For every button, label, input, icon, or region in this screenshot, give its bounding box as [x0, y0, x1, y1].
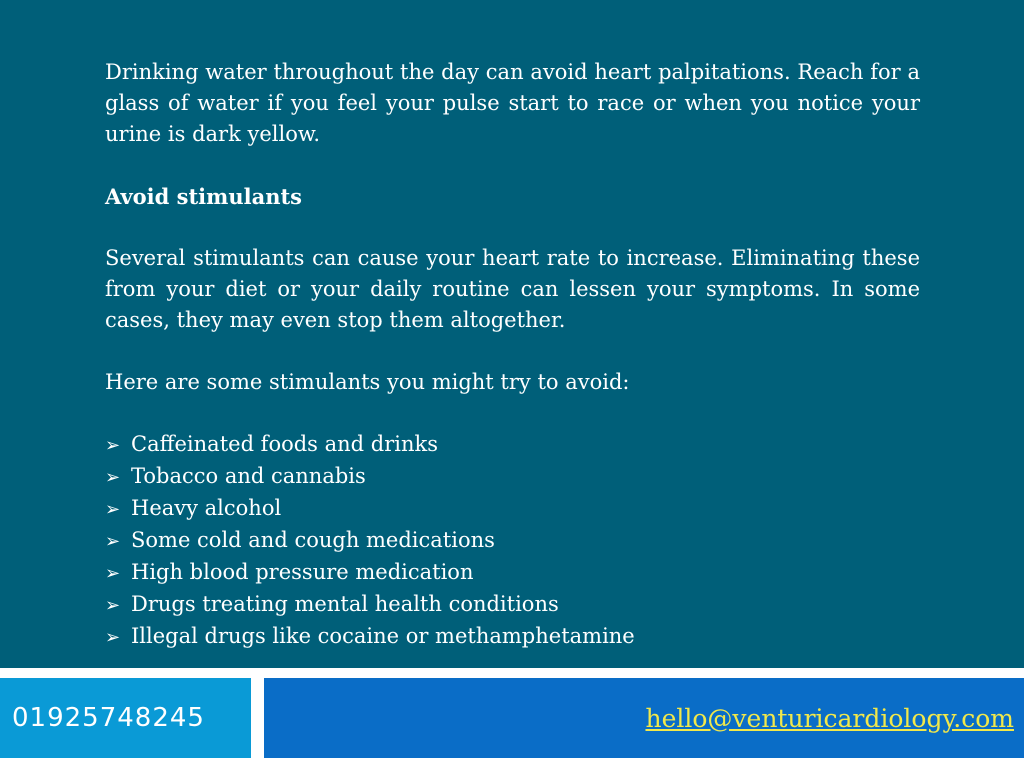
list-item-text: Caffeinated foods and drinks [131, 432, 439, 456]
list-item [105, 429, 920, 461]
list-item-text: Illegal drugs like cocaine or methamphetamine [131, 624, 635, 648]
paragraph-list-intro: Here are some stimulants you might try to avoid: [105, 370, 630, 394]
stimulants-list [105, 429, 920, 653]
phone-box [0, 678, 251, 758]
paragraph-hydration: Drinking water throughout the day can avoid heart palpitations. Reach for a glass of water if you feel your pulse start to race or when you notice your urine is dark yellow. [105, 60, 920, 146]
section-heading: Avoid stimulants [105, 184, 302, 209]
arrow-bullet-icon: ➢ [105, 499, 121, 520]
arrow-bullet-icon: ➢ [105, 435, 121, 456]
list-item [105, 589, 920, 621]
list-item [105, 557, 920, 589]
list-item [105, 461, 920, 493]
paragraph-stimulants: Several stimulants can cause your heart rate to increase. Eliminating these from your diet or your daily routine can lessen your symptoms. In some cases, they may even stop them altogether. [105, 246, 920, 332]
arrow-bullet-icon: ➢ [105, 563, 121, 584]
list-item-text: Tobacco and cannabis [131, 464, 366, 488]
list-item-text: Some cold and cough medications [131, 528, 495, 552]
phone-number[interactable]: 01925748245 [12, 703, 205, 733]
list-item-text: Heavy alcohol [131, 496, 282, 520]
arrow-bullet-icon: ➢ [105, 467, 121, 488]
arrow-bullet-icon: ➢ [105, 595, 121, 616]
email-box [264, 678, 1024, 758]
text-block [105, 57, 920, 653]
list-item [105, 525, 920, 557]
list-item-text: Drugs treating mental health conditions [131, 592, 559, 616]
list-item [105, 621, 920, 653]
email-link[interactable]: hello@venturicardiology.com [645, 703, 1014, 733]
arrow-bullet-icon: ➢ [105, 627, 121, 648]
list-item [105, 493, 920, 525]
list-item-text: High blood pressure medication [131, 560, 474, 584]
arrow-bullet-icon: ➢ [105, 531, 121, 552]
footer-divider [0, 668, 1024, 678]
